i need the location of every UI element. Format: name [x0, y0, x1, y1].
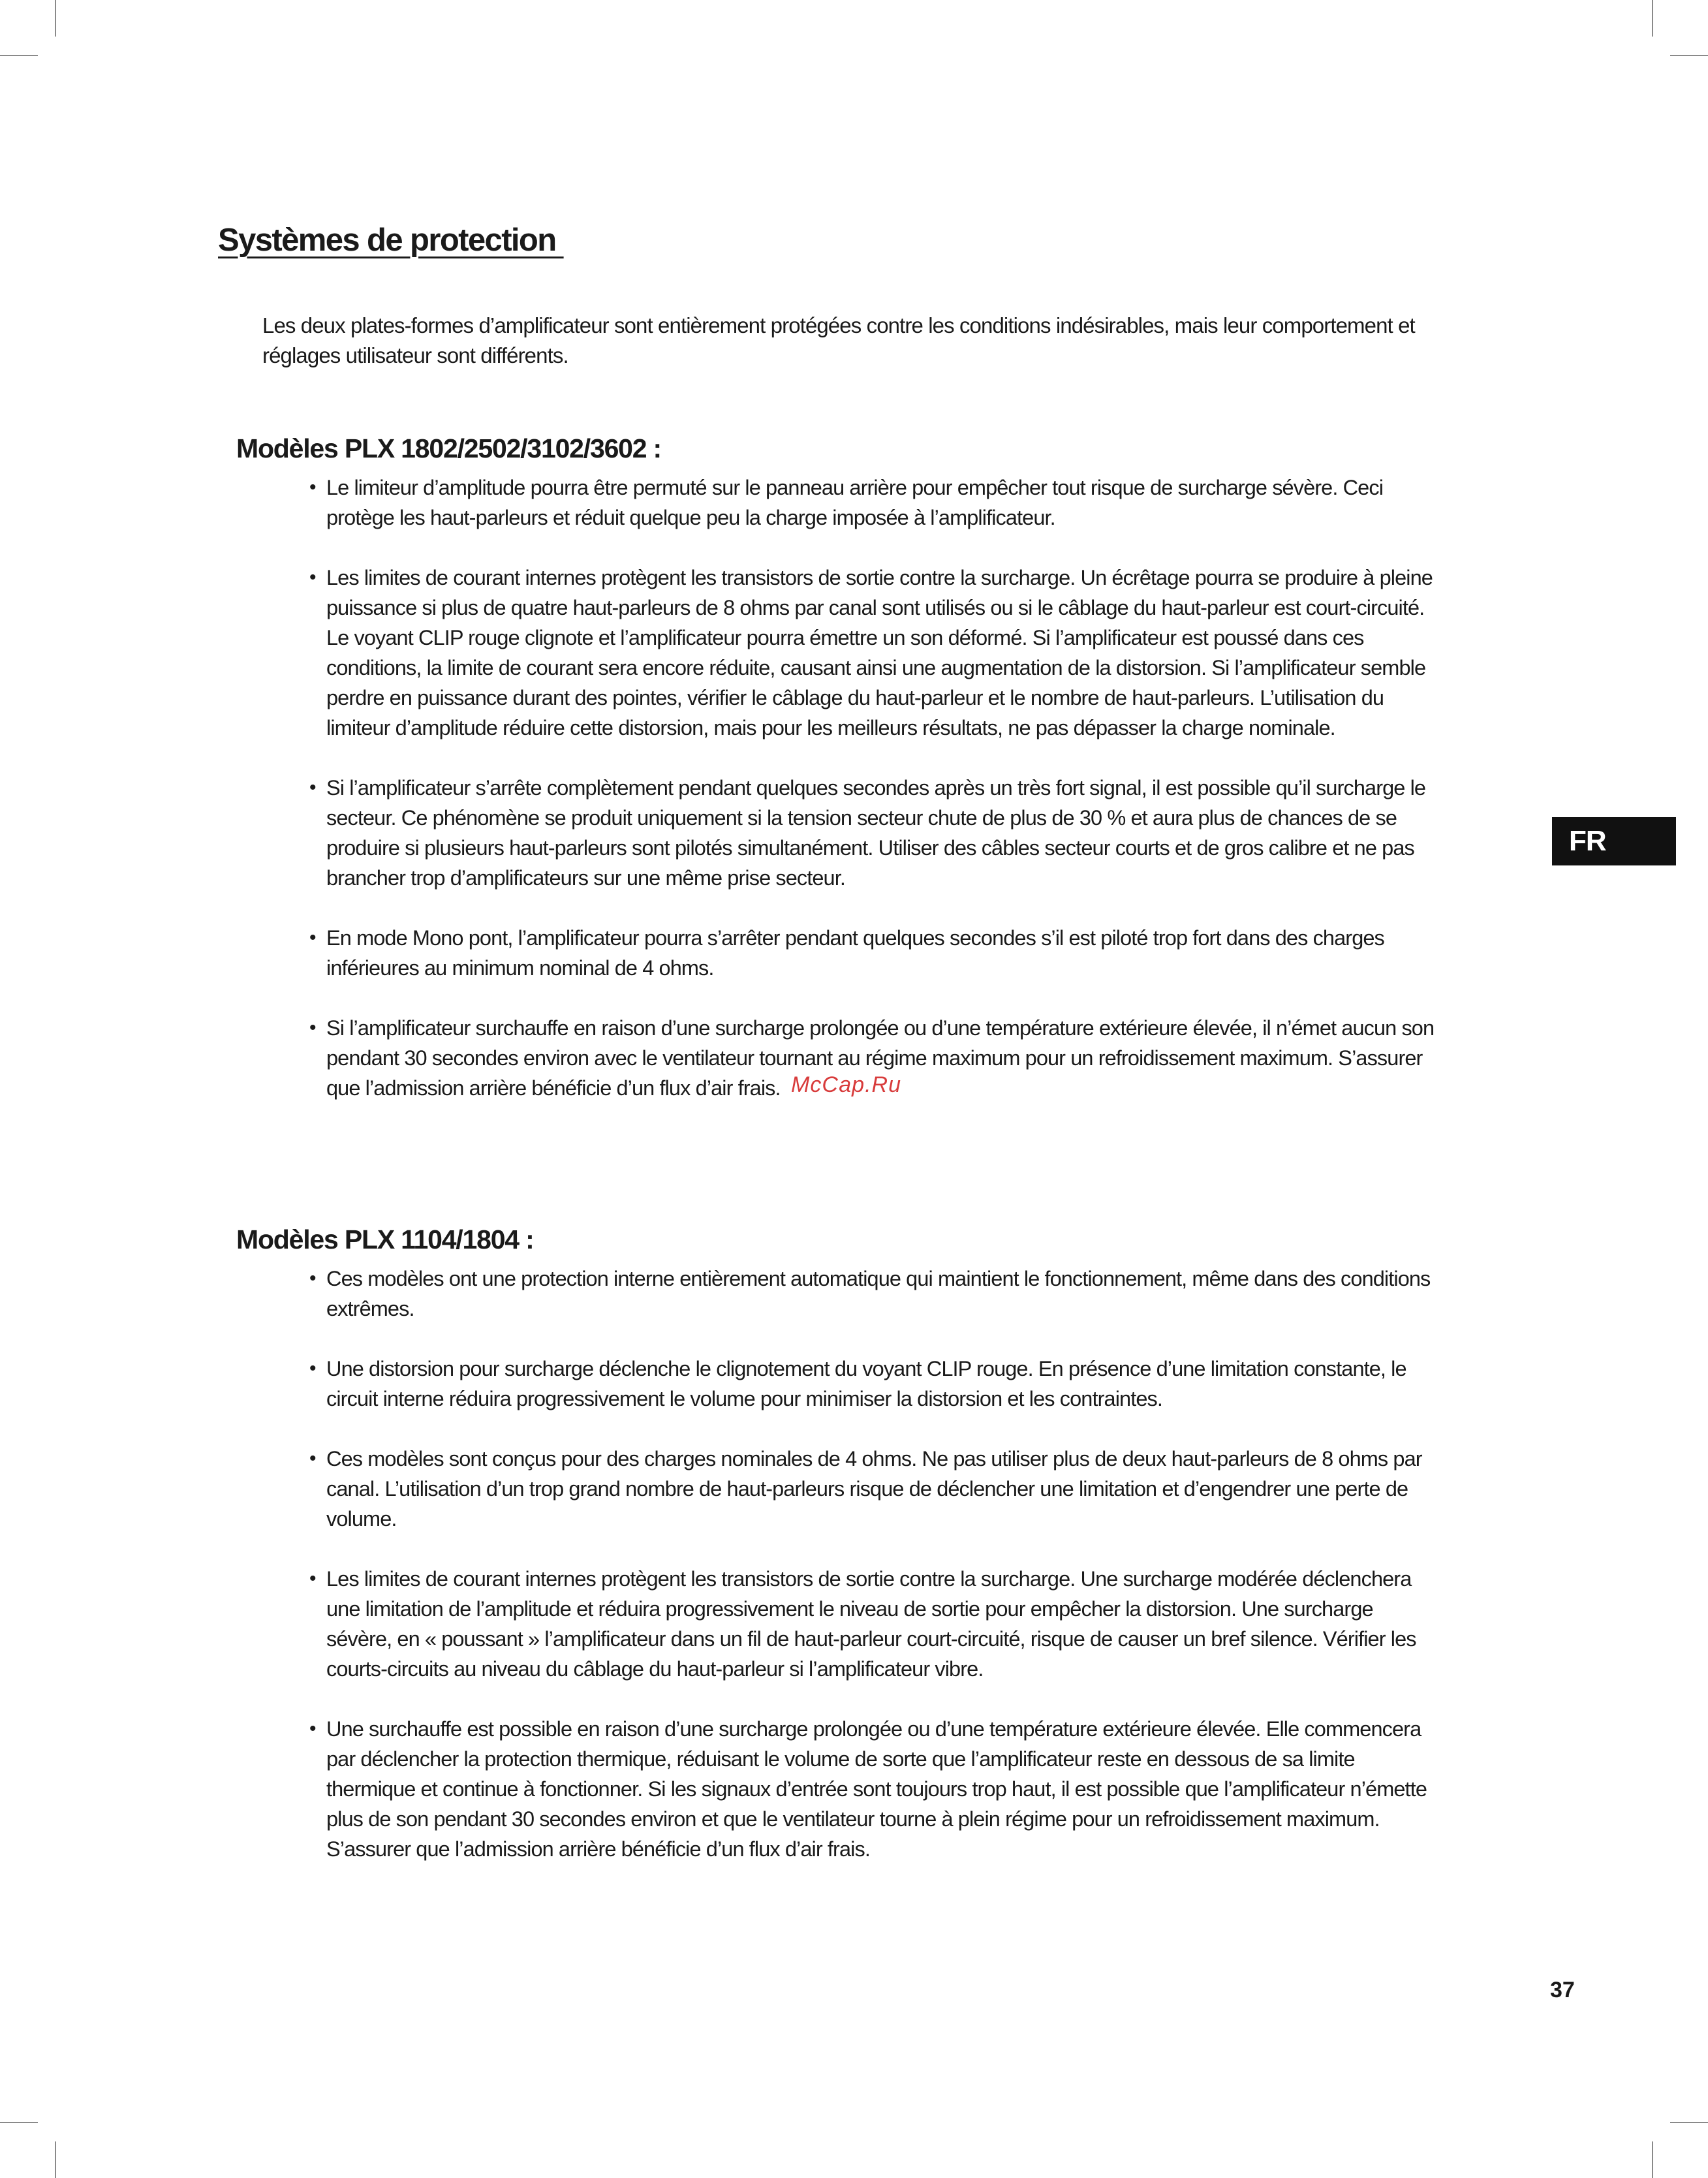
- section-heading: Modèles PLX 1802/2502/3102/3602 :: [236, 433, 662, 463]
- list-item-text: Si l’amplificateur s’arrête complètement pendant quelques secondes après un très fort signal, il est possible qu’il surcharge le secteur. Ce phénomène se produit uniquement si la tension secteur chute de plus de 30 % et aura plus de chances de se produire si plusieurs haut-parleurs sont pilotés simultanément. Utiliser des câbles secteur courts et de gros calibre et ne pas brancher trop d’amplificateurs sur une même prise secteur.: [326, 776, 1426, 890]
- list-item-text: Ces modèles sont conçus pour des charges nominales de 4 ohms. Ne pas utiliser plus de deux haut-parleurs de 8 ohms par canal. L’utilisation d’un trop grand nombre de haut-parleurs risque de déclencher une limitation et d’engendrer une perte de volume.: [326, 1447, 1422, 1531]
- language-tab: FR: [1552, 817, 1676, 865]
- bullet-icon: •: [309, 1718, 316, 1739]
- page-title: Systèmes de protection: [218, 223, 564, 258]
- bullet-icon: •: [309, 567, 316, 588]
- list-item-text: Une surchauffe est possible en raison d’une surcharge prolongée ou d’une température extérieure élevée. Elle commencera par déclencher la protection thermique, réduisant le volume de sorte que l’amplificateur reste en dessous de sa limite thermique et continue à fonctionner. Si les signaux d’entrée sont toujours trop haut, il est possible que l’amplificateur n’émette plus de son pendant 30 secondes environ et que le ventilateur tourne à plein régime pour un refroidissement maximum. S’assurer que l’admission arrière bénéficie d’un flux d’air frais.: [326, 1717, 1427, 1861]
- crop-mark: [0, 55, 38, 56]
- bullet-icon: •: [309, 476, 316, 498]
- list-item: [236, 773, 1444, 893]
- list-item-text: En mode Mono pont, l’amplificateur pourra s’arrêter pendant quelques secondes s’il est piloté trop fort dans des charges inférieures au minimum nominal de 4 ohms.: [326, 926, 1384, 980]
- page-number: 37: [1550, 1978, 1575, 2002]
- bullet-list: [236, 473, 1444, 1103]
- list-item: [236, 1564, 1444, 1684]
- list-item: [236, 1264, 1444, 1324]
- bullet-icon: •: [309, 1268, 316, 1289]
- list-item-text: Le limiteur d’amplitude pourra être permuté sur le panneau arrière pour empêcher tout risque de surcharge sévère. Ceci protège les haut-parleurs et réduit quelque peu la charge imposée à l’amplificateur.: [326, 476, 1384, 529]
- crop-mark: [55, 0, 56, 37]
- list-item: [236, 1444, 1444, 1534]
- section-plx-1802-3602: [236, 432, 1444, 1133]
- crop-mark: [1670, 55, 1708, 56]
- bullet-icon: •: [309, 1448, 316, 1469]
- list-item-text: Les limites de courant internes protègent les transistors de sortie contre la surcharge. Une surcharge modérée déclenchera une limitation de l’amplitude et réduira progressivement le niveau de sortie pour empêcher la distorsion. Une surcharge sévère, en « poussant » l’amplificateur dans un fil de haut-parleur court-circuité, risque de causer un bref silence. Vérifier les courts-circuits au niveau du câblage du haut-parleur si l’amplificateur vibre.: [326, 1567, 1416, 1681]
- crop-mark: [0, 2122, 38, 2123]
- bullet-icon: •: [309, 927, 316, 948]
- bullet-list: [236, 1264, 1444, 1864]
- list-item-text: Une distorsion pour surcharge déclenche le clignotement du voyant CLIP rouge. En présence d’une limitation constante, le circuit interne réduira progressivement le volume pour minimiser la distorsion et les contraintes.: [326, 1357, 1406, 1410]
- crop-mark: [55, 2141, 56, 2178]
- intro-paragraph: Les deux plates-formes d’amplificateur sont entièrement protégées contre les conditions indésirables, mais leur comportement et réglages utilisateur sont différents.: [262, 313, 1415, 367]
- crop-mark: [1652, 0, 1653, 37]
- list-item: [236, 473, 1444, 533]
- list-item: [236, 563, 1444, 743]
- section-heading: Modèles PLX 1104/1804 :: [236, 1224, 534, 1254]
- bullet-icon: •: [309, 1358, 316, 1379]
- list-item: [236, 1714, 1444, 1864]
- list-item: [236, 923, 1444, 983]
- section-plx-1104-1804: [236, 1223, 1444, 1894]
- list-item-text: Ces modèles ont une protection interne entièrement automatique qui maintient le fonctionnement, même dans des conditions extrêmes.: [326, 1267, 1431, 1320]
- bullet-icon: •: [309, 777, 316, 798]
- crop-mark: [1652, 2141, 1653, 2178]
- crop-mark: [1670, 2122, 1708, 2123]
- watermark: МсСар.Ru: [791, 1072, 901, 1097]
- bullet-icon: •: [309, 1017, 316, 1038]
- list-item-text: Les limites de courant internes protègent les transistors de sortie contre la surcharge. Un écrêtage pourra se produire à pleine puissance si plus de quatre haut-parleurs de 8 ohms par canal sont utilisés ou si le câblage du haut-parleur est court-circuité. Le voyant CLIP rouge clignote et l’amplificateur pourra émettre un son déformé. Si l’amplificateur est poussé dans ces conditions, la limite de courant sera encore réduite, causant ainsi une augmentation de la distorsion. Si l’amplificateur semble perdre en puissance durant des pointes, vérifier le câblage du haut-parleur et le nombre de haut-parleurs. L’utilisation du limiteur d’amplitude réduire cette distorsion, mais pour les meilleurs résultats, ne pas dépasser la charge nominale.: [326, 566, 1433, 739]
- bullet-icon: •: [309, 1568, 316, 1589]
- list-item: [236, 1354, 1444, 1414]
- list-item-text: Si l’amplificateur surchauffe en raison d’une surcharge prolongée ou d’une température extérieure élevée, il n’émet aucun son pendant 30 secondes environ avec le ventilateur tournant au régime maximum pour un refroidissement maximum. S’assurer que l’admission arrière bénéficie d’un flux d’air frais.: [326, 1016, 1435, 1100]
